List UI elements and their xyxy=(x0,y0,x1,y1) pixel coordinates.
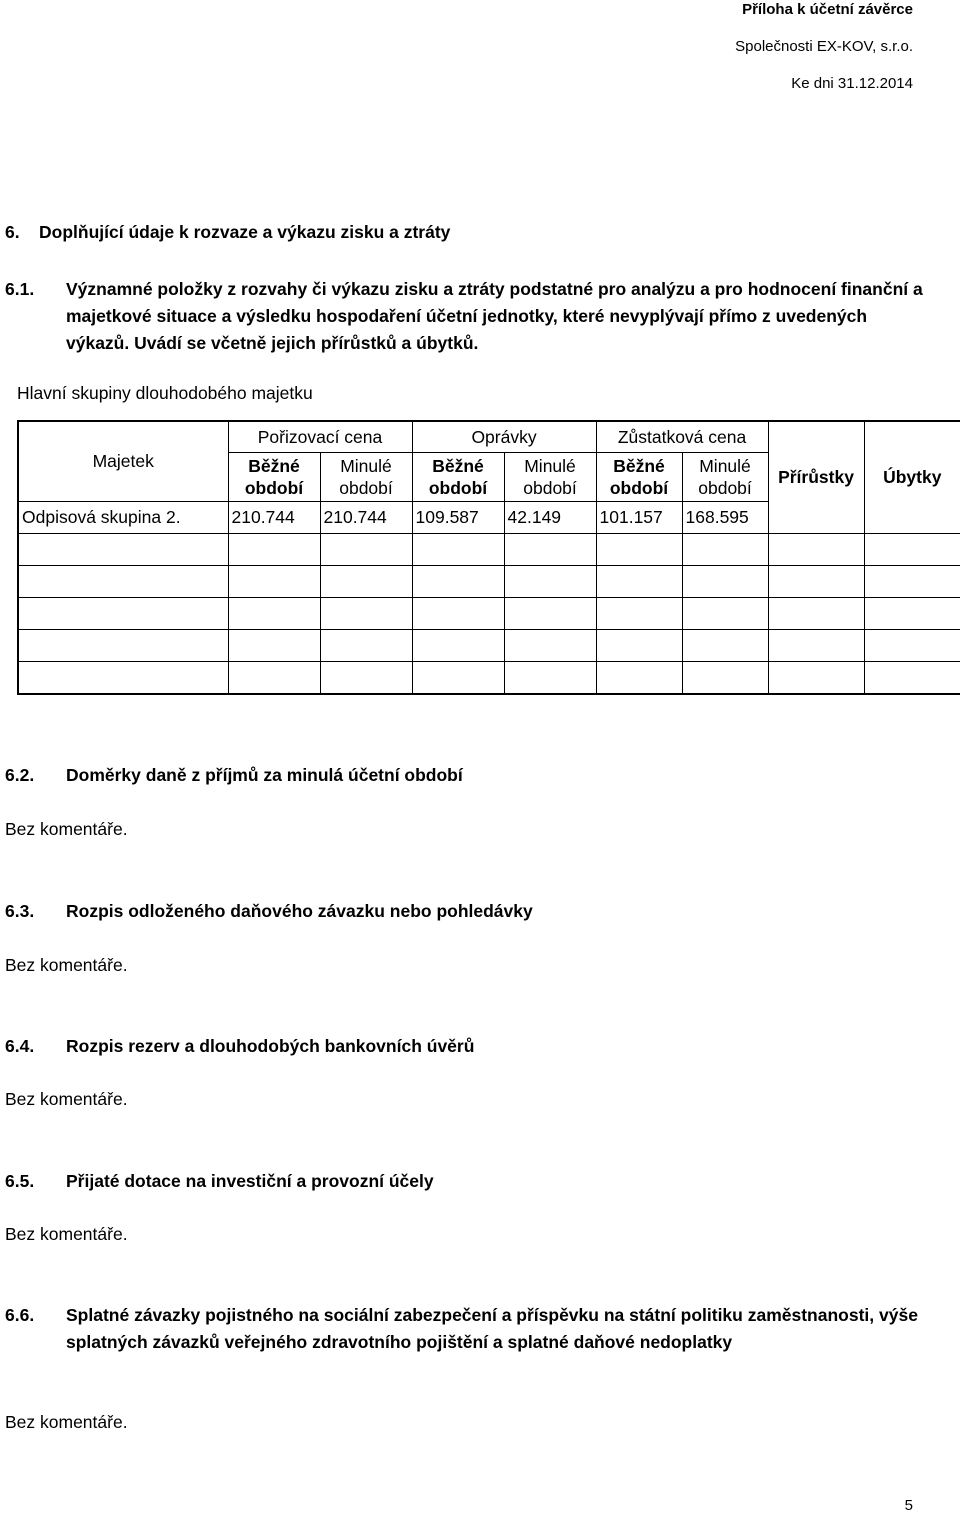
table-cell xyxy=(412,630,504,662)
table-cell: 101.157 xyxy=(596,502,682,534)
table-cell xyxy=(320,598,412,630)
table-row xyxy=(18,598,960,630)
table-cell xyxy=(596,630,682,662)
section-6-5-note: Bez komentáře. xyxy=(5,1224,128,1244)
table-cell xyxy=(682,534,768,566)
report-date: Ke dni 31.12.2014 xyxy=(791,75,913,92)
table-cell xyxy=(18,566,228,598)
table-cell: 42.149 xyxy=(504,502,596,534)
section-6-4-note: Bez komentáře. xyxy=(5,1089,128,1109)
section-6-heading xyxy=(5,222,450,243)
table-cell xyxy=(596,662,682,695)
table-cell xyxy=(768,662,864,695)
document-title: Příloha k účetní závěrce xyxy=(742,1,913,18)
table-cell xyxy=(504,662,596,695)
table-cell xyxy=(504,598,596,630)
section-6-6-note: Bez komentáře. xyxy=(5,1412,128,1432)
table-cell xyxy=(768,534,864,566)
table-cell xyxy=(864,630,960,662)
section-title: Rozpis odloženého daňového závazku nebo pohledávky xyxy=(66,901,533,921)
company-name: Společnosti EX-KOV, s.r.o. xyxy=(735,38,913,55)
table-cell xyxy=(768,630,864,662)
table-cell xyxy=(864,566,960,598)
header-minule-obdobi: Minulé období xyxy=(682,453,768,502)
header-bezne-obdobi: Běžné období xyxy=(228,453,320,502)
table-cell xyxy=(596,598,682,630)
table-cell xyxy=(228,630,320,662)
table-cell xyxy=(228,598,320,630)
page-number: 5 xyxy=(904,1497,913,1514)
table-caption: Hlavní skupiny dlouhodobého majetku xyxy=(17,383,313,403)
header-minule-obdobi: Minulé období xyxy=(320,453,412,502)
header-opravky: Oprávky xyxy=(412,421,596,453)
table-cell xyxy=(596,534,682,566)
table-cell xyxy=(412,534,504,566)
table-cell xyxy=(18,662,228,695)
table-cell xyxy=(412,566,504,598)
table-cell xyxy=(320,566,412,598)
section-number: 6.2. xyxy=(5,765,35,785)
header-prirustky: Přírůstky xyxy=(768,421,864,534)
section-number: 6.4. xyxy=(5,1036,35,1056)
section-number: 6.3. xyxy=(5,901,35,921)
table-row xyxy=(18,630,960,662)
section-6-6-heading xyxy=(5,1302,925,1356)
section-text: Významné položky z rozvahy či výkazu zisku a ztráty podstatné pro analýzu a pro hodnocení finanční a majetkové situace a výsledku hospodaření účetní jednotky, které nevyplývají přímo z uvedených výkazů. Uvádí se včetně jejich přírůstků a úbytků. xyxy=(66,279,923,353)
table-cell xyxy=(682,598,768,630)
table-cell xyxy=(864,598,960,630)
section-6-3-heading xyxy=(5,898,925,925)
section-6-2-note: Bez komentáře. xyxy=(5,819,128,839)
header-porizovaci-cena: Pořizovací cena xyxy=(228,421,412,453)
table-cell xyxy=(320,662,412,695)
header-zustatkova-cena: Zůstatková cena xyxy=(596,421,768,453)
section-number: 6.1. xyxy=(5,279,35,299)
table-cell xyxy=(596,566,682,598)
section-6-5-heading xyxy=(5,1168,925,1195)
table-cell xyxy=(682,662,768,695)
table-row xyxy=(18,566,960,598)
table-header-row xyxy=(18,421,960,453)
table-cell xyxy=(18,630,228,662)
table-cell xyxy=(682,566,768,598)
table-cell xyxy=(864,662,960,695)
table-cell xyxy=(18,598,228,630)
table-cell xyxy=(412,662,504,695)
table-cell xyxy=(320,534,412,566)
table-cell xyxy=(228,662,320,695)
table-cell xyxy=(228,566,320,598)
section-6-4-heading xyxy=(5,1033,925,1060)
table-cell xyxy=(18,534,228,566)
section-number: 6. xyxy=(5,222,20,242)
table-cell xyxy=(504,566,596,598)
section-title: Přijaté dotace na investiční a provozní účely xyxy=(66,1171,434,1191)
table-cell xyxy=(768,566,864,598)
table-cell: 168.595 xyxy=(682,502,768,534)
table-cell xyxy=(412,598,504,630)
table-row xyxy=(18,662,960,695)
table-cell xyxy=(864,534,960,566)
table-cell: Odpisová skupina 2. xyxy=(18,502,228,534)
section-6-1 xyxy=(5,276,925,357)
section-6-3-note: Bez komentáře. xyxy=(5,955,128,975)
header-majetek: Majetek xyxy=(18,421,228,502)
table-cell xyxy=(682,630,768,662)
section-number: 6.6. xyxy=(5,1305,35,1325)
table-cell: 210.744 xyxy=(228,502,320,534)
section-title: Doměrky daně z příjmů za minulá účetní období xyxy=(66,765,463,785)
assets-table xyxy=(17,420,960,695)
table-cell: 109.587 xyxy=(412,502,504,534)
section-number: 6.5. xyxy=(5,1171,35,1191)
table-row xyxy=(18,534,960,566)
table-cell xyxy=(320,630,412,662)
table-cell xyxy=(228,534,320,566)
section-title: Splatné závazky pojistného na sociální zabezpečení a příspěvku na státní politiku zaměstnanosti, výše splatných závazků veřejného zdravotního pojištění a splatné daňové nedoplatky xyxy=(66,1305,918,1352)
table-cell xyxy=(504,630,596,662)
section-title: Rozpis rezerv a dlouhodobých bankovních úvěrů xyxy=(66,1036,475,1056)
header-bezne-obdobi: Běžné období xyxy=(412,453,504,502)
table-cell: 210.744 xyxy=(320,502,412,534)
header-bezne-obdobi: Běžné období xyxy=(596,453,682,502)
header-minule-obdobi: Minulé období xyxy=(504,453,596,502)
section-title: Doplňující údaje k rozvaze a výkazu zisku a ztráty xyxy=(39,222,451,242)
header-ubytky: Úbytky xyxy=(864,421,960,534)
section-6-2-heading xyxy=(5,762,925,789)
table-cell xyxy=(504,534,596,566)
table-cell xyxy=(768,598,864,630)
